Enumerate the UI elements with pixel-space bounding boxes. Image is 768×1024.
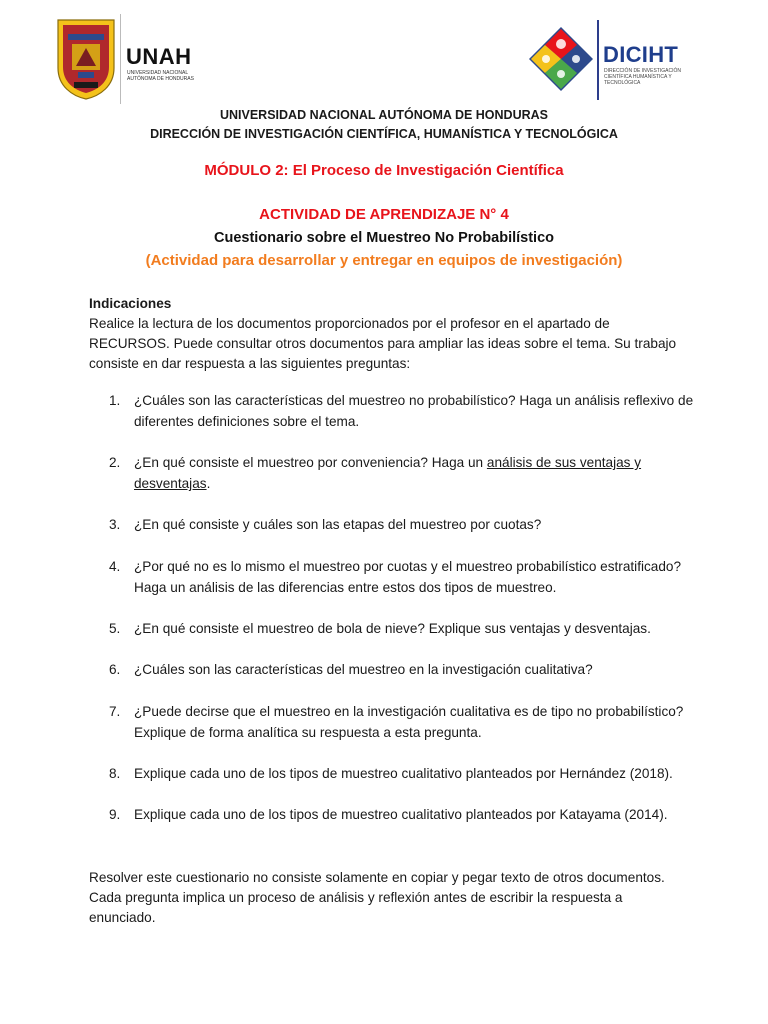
activity-subtitle: (Actividad para desarrollar y entregar en equipos de investigación) xyxy=(145,252,623,269)
question-text: ¿Por qué no es lo mismo el muestreo por cuotas y el muestreo probabilístico estratificado? Haga un análisis de las diferencias entre estos dos tipos de muestreo. xyxy=(134,559,682,595)
question-text: ¿En qué consiste el muestreo por conveniencia? Haga un análisis de sus ventajas y desventajas. xyxy=(134,455,642,491)
diciht-logo-text: DICIHT xyxy=(603,42,679,67)
question-text: Explique cada uno de los tipos de muestreo cualitativo planteados por Hernández (2018). xyxy=(134,766,673,781)
question-text: ¿Cuáles son las características del muestreo en la investigación cualitativa? xyxy=(134,662,593,677)
question-number: 7. xyxy=(109,704,121,719)
institution-title: UNIVERSIDAD NACIONAL AUTÓNOMA DE HONDURAS xyxy=(219,108,548,122)
underlined-phrase: análisis de sus ventajas y desventajas xyxy=(134,455,642,491)
instructions-body: Realice la lectura de los documentos proporcionados por el profesor en el apartado de RECURSOS. Puede consultar otros documentos para ampliar las ideas sobre el tema. Su trabajo consiste en dar respuesta a las siguientes preguntas: xyxy=(89,316,677,371)
question-text: ¿Puede decirse que el muestreo en la investigación cualitativa es de tipo no probabilístico? Explique de forma analítica su respuesta a esta pregunta. xyxy=(134,704,684,740)
closing-paragraph: Resolver este cuestionario no consiste solamente en copiar y pegar texto de otros documentos. Cada pregunta implica un proceso de análisis y reflexión antes de escribir la respuesta a enunciado. xyxy=(89,870,665,925)
question-number: 1. xyxy=(109,393,121,408)
question-number: 5. xyxy=(109,621,121,636)
unah-logo-subtext: UNIVERSIDAD NACIONAL AUTÓNOMA DE HONDURAS xyxy=(127,70,194,82)
question-number: 6. xyxy=(109,662,121,677)
module-title: MÓDULO 2: El Proceso de Investigación Científica xyxy=(204,162,564,179)
unah-logo-text: UNAH xyxy=(126,44,192,69)
unah-divider xyxy=(120,14,121,104)
question-number: 2. xyxy=(109,455,121,470)
question-text: ¿En qué consiste y cuáles son las etapas del muestreo por cuotas? xyxy=(134,517,542,532)
questionnaire-title: Cuestionario sobre el Muestreo No Probabilístico xyxy=(213,230,554,246)
activity-title: ACTIVIDAD DE APRENDIZAJE N° 4 xyxy=(259,206,509,223)
diciht-logo-subtext: DIRECCIÓN DE INVESTIGACIÓN CIENTÍFICA HUMANÍSTICA Y TECNOLÓGICA xyxy=(604,68,681,86)
diciht-diamond-logo xyxy=(528,26,594,92)
question-number: 9. xyxy=(109,807,121,822)
unah-seal-logo xyxy=(56,16,116,100)
question-number: 3. xyxy=(109,517,121,532)
question-number: 4. xyxy=(109,559,121,574)
question-text: ¿Cuáles son las características del muestreo no probabilístico? Haga un análisis reflexivo de diferentes definiciones sobre el tema. xyxy=(134,393,694,429)
question-number: 8. xyxy=(109,766,121,781)
diciht-divider xyxy=(597,20,599,100)
question-text: Explique cada uno de los tipos de muestreo cualitativo planteados por Katayama (2014). xyxy=(134,807,668,822)
direction-title: DIRECCIÓN DE INVESTIGACIÓN CIENTÍFICA, HUMANÍSTICA Y TECNOLÓGICA xyxy=(150,127,618,141)
instructions-heading: Indicaciones xyxy=(89,296,172,311)
question-text: ¿En qué consiste el muestreo de bola de nieve? Explique sus ventajas y desventajas. xyxy=(134,621,651,636)
